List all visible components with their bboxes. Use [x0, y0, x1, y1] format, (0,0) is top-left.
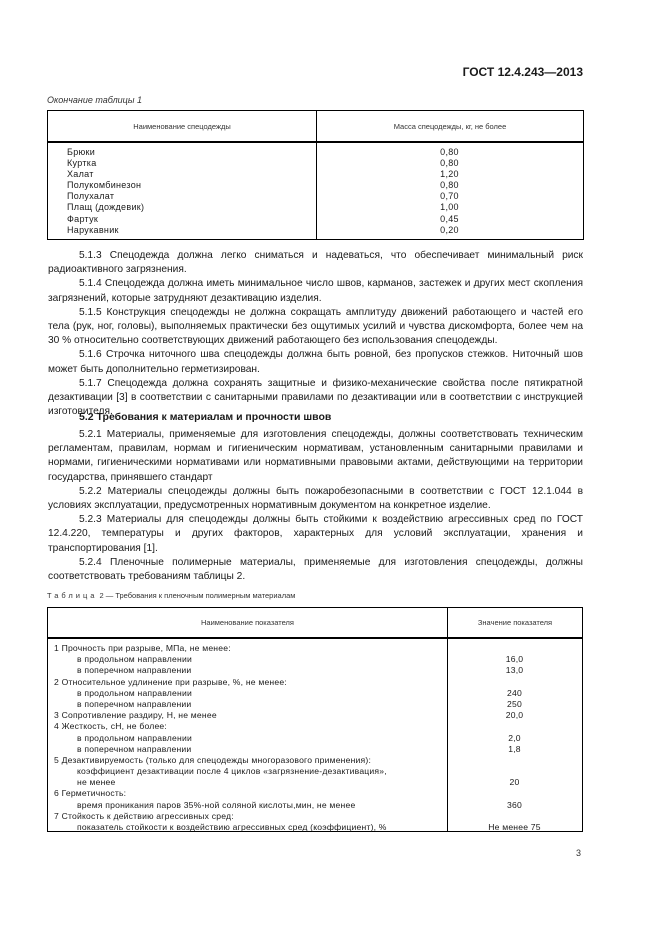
indicator-name: время проникания паров 35%-ной соляной кислоты,мин, не менее	[77, 799, 356, 810]
table2-body	[48, 643, 582, 833]
table-row	[48, 777, 582, 788]
indicator-value: 20,0	[505, 710, 524, 721]
table-row	[48, 800, 582, 811]
section-52-paragraphs	[48, 428, 583, 584]
table2-col-value: Значение показателя	[477, 618, 553, 627]
paragraph: 5.2.4 Пленочные полимерные материалы, применяемые для изготовления спецодежды, должны соответствовать требованиям таблицы 2.	[48, 556, 583, 583]
table1-col-mass: Масса спецодежды, кг, не более	[393, 121, 507, 131]
garment-name: Брюки	[67, 147, 96, 157]
table-row	[48, 202, 583, 213]
indicator-name: 6 Герметичность:	[54, 788, 127, 799]
indicator-name: в продольном направлении	[77, 687, 192, 698]
indicator-name: 1 Прочность при разрыве, МПа, не менее:	[54, 643, 231, 653]
table-row	[48, 665, 582, 676]
document-code: ГОСТ 12.4.243—2013	[462, 65, 583, 79]
paragraph: 5.1.6 Строчка ниточного шва спецодежды должна быть ровной, без пропусков стежков. Ниточный шов может быть дополнительно герметизирован.	[48, 349, 583, 375]
table-row	[48, 699, 582, 710]
table2-caption	[47, 591, 295, 600]
table-row	[48, 688, 582, 699]
table-row	[48, 811, 582, 822]
table1-col-name: Наименование спецодежды	[133, 121, 231, 131]
indicator-name: в поперечном направлении	[77, 698, 192, 709]
indicator-value: 250	[507, 698, 522, 709]
garment-name: Полукомбинезон	[67, 180, 142, 191]
paragraph: 5.1.7 Спецодежда должна сохранять защитные и физико-механические свойства после пятикратной дезактивации [3] в соответствии с санитарными правилами по дезактивации или в соответствии с инструкцией изготовителя.	[48, 377, 583, 418]
table-row	[48, 180, 583, 191]
indicator-value: 2,0	[508, 732, 521, 743]
garment-mass: 0,80	[440, 158, 459, 169]
table-row	[48, 169, 583, 180]
indicator-value	[447, 788, 582, 799]
garment-mass: 0,70	[440, 191, 459, 202]
paragraph: 5.2.3 Материалы для спецодежды должны быть стойкими к воздействию агрессивных сред по ГОСТ 12.4.220, температуры и других факторов, характерных для условий эксплуатации, хранения и транспортирования [1].	[48, 514, 583, 554]
table-2	[47, 607, 583, 832]
garment-mass: 1,00	[440, 202, 459, 213]
paragraph: 5.1.3 Спецодежда должна легко сниматься и надеваться, что обеспечивает минимальный риск радиоактивного загрязнения.	[48, 250, 583, 276]
indicator-value: 1,8	[508, 743, 521, 754]
table1-body	[48, 147, 583, 236]
indicator-value	[447, 677, 582, 688]
table-row	[48, 822, 582, 833]
section-51-paragraphs	[48, 249, 583, 419]
indicator-value: 16,0	[505, 654, 524, 665]
indicator-name: 5 Дезактивируемость (только для спецодежды многоразового применения):	[54, 754, 372, 765]
table-row	[48, 677, 582, 688]
indicator-value	[447, 766, 582, 777]
table-row	[48, 191, 583, 202]
garment-name: Полухалат	[67, 191, 115, 202]
indicator-value	[447, 755, 582, 766]
indicator-name: 4 Жесткость, сН, не более:	[54, 721, 167, 732]
indicator-value: 360	[507, 799, 522, 810]
indicator-name: 2 Относительное удлинение при разрыве, %, не менее:	[54, 676, 287, 687]
garment-mass: 0,80	[440, 180, 459, 191]
indicator-name: показатель стойкости к воздействию агрессивных сред (коэффициент), %	[77, 822, 387, 832]
indicator-value: Не менее 75	[488, 822, 541, 832]
table-row	[48, 788, 582, 799]
indicator-name: в поперечном направлении	[77, 743, 192, 754]
indicator-value	[447, 643, 582, 654]
table2-caption-label: Таблица	[47, 591, 98, 600]
section-52-title: 5.2 Требования к материалам и прочности швов	[79, 411, 332, 423]
table-row	[48, 214, 583, 225]
garment-mass: 0,20	[440, 224, 459, 235]
table-row	[48, 721, 582, 732]
indicator-name: 3 Сопротивление раздиру, Н, не менее	[54, 710, 217, 721]
garment-name: Халат	[67, 169, 94, 180]
indicator-name: не менее	[77, 777, 116, 788]
table2-caption-text: 2 — Требования к пленочным полимерным материалам	[97, 591, 296, 600]
paragraph: 5.2.2 Материалы спецодежды должны быть пожаробезопасными в соответствии с ГОСТ 12.1.044 в условиях эксплуатации, предусмотренных нормативным документом на конкретное изделие.	[48, 485, 583, 512]
table-row	[48, 158, 583, 169]
table-1	[47, 110, 584, 240]
garment-name: Куртка	[67, 158, 97, 169]
paragraph: 5.1.4 Спецодежда должна иметь минимальное число швов, карманов, застежек и других мест скопления загрязнений, которые затрудняют дезактивацию изделия.	[48, 278, 583, 304]
table-row	[48, 755, 582, 766]
table-row	[48, 643, 582, 654]
indicator-name: в продольном направлении	[77, 654, 192, 665]
paragraph: 5.1.5 Конструкция спецодежды не должна сокращать амплитуду движений работающего и частей его тела (рук, ног, головы), выполняемых практически без ощутимых усилий и чувства дискомфорта, более чем на 30 % относительно соответствующих движений работающего без использования спецодежды.	[48, 306, 583, 347]
garment-mass: 0,80	[440, 147, 459, 157]
indicator-name: коэффициент дезактивации после 4 циклов «загрязнение-дезактивация»,	[77, 766, 387, 777]
table-row	[48, 225, 583, 236]
garment-mass: 0,45	[440, 213, 459, 224]
indicator-name: 7 Стойкость к действию агрессивных сред:	[54, 810, 234, 821]
table-row	[48, 147, 583, 158]
table-row	[48, 766, 582, 777]
page-number: 3	[576, 848, 582, 858]
table2-col-indicator: Наименование показателя	[201, 618, 294, 627]
indicator-value: 20	[509, 777, 520, 788]
indicator-value: 240	[507, 687, 522, 698]
table-row	[48, 733, 582, 744]
indicator-name: в поперечном направлении	[77, 665, 192, 676]
indicator-value	[447, 811, 582, 822]
table-row	[48, 710, 582, 721]
table1-caption: Окончание таблицы 1	[47, 95, 142, 105]
garment-mass: 1,20	[440, 169, 459, 180]
paragraph: 5.2.1 Материалы, применяемые для изготовления спецодежды, должны соответствовать техническим регламентам, правилам, нормам и гигиеническим нормативам, установленным санитарными правилами и нормами, гигиеническими нормативами или нормативными правовыми актами, действующими на территории государства, принявшего стандарт	[48, 429, 583, 483]
indicator-value: 13,0	[505, 665, 524, 676]
garment-name: Плащ (дождевик)	[67, 202, 145, 213]
table-row	[48, 654, 582, 665]
indicator-name: в продольном направлении	[77, 732, 192, 743]
table-row	[48, 744, 582, 755]
garment-name: Фартук	[67, 213, 99, 224]
garment-name: Нарукавник	[67, 224, 119, 235]
indicator-value	[447, 721, 582, 732]
